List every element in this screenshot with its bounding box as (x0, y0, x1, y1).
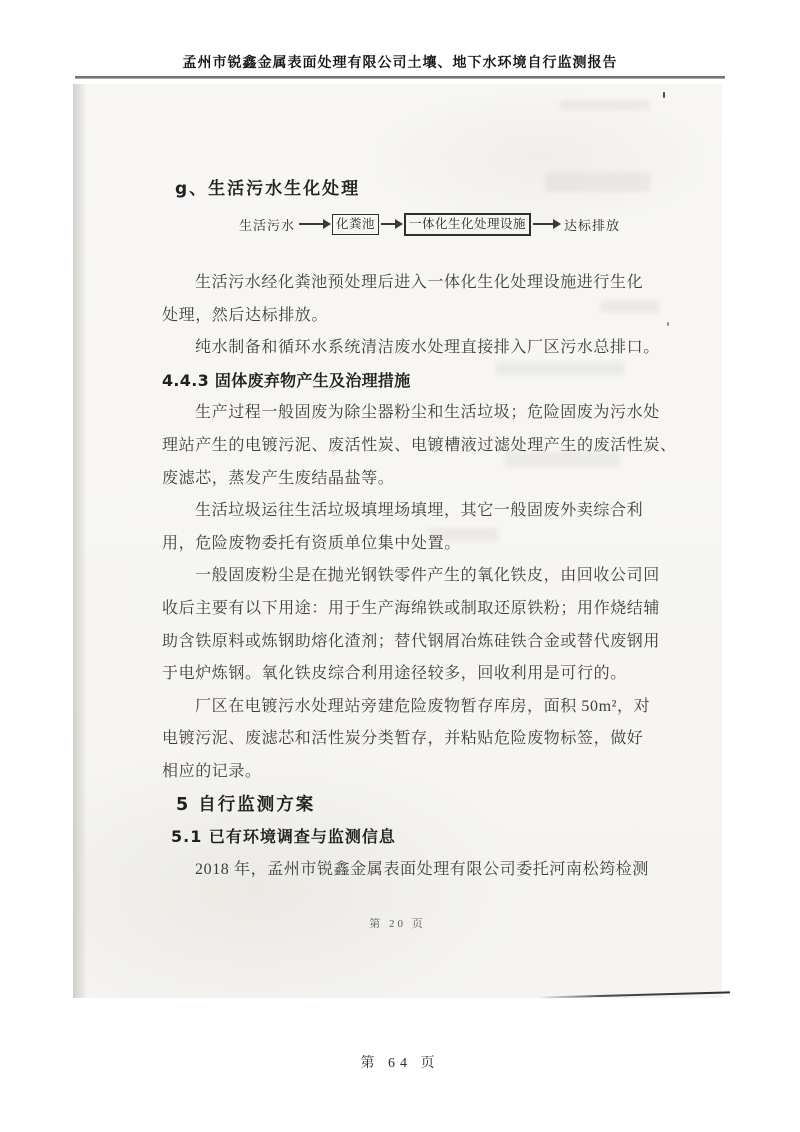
flow-result-label: 达标排放 (564, 217, 621, 233)
paragraph-line: 理站产生的电镀污泥、废活性炭、电镀槽液过滤处理产生的废活性炭、 (162, 436, 677, 454)
scan-bleedthrough-artifact (560, 100, 650, 110)
paragraph-line: 于电炉炼钢。氧化铁皮综合利用途径较多，回收利用是可行的。 (162, 665, 627, 683)
body-text-column (162, 273, 677, 892)
paragraph-line: 废滤芯，蒸发产生废结晶盐等。 (162, 469, 395, 487)
scan-ink-speck (663, 92, 665, 98)
paragraph-line: 一般固废粉尘是在抛光钢铁零件产生的氧化铁皮，由回收公司回 (195, 567, 660, 585)
paragraph-line: 生活垃圾运往生活垃圾填埋场填埋，其它一般固废外卖综合利 (195, 502, 644, 520)
paragraph-line: 用，危险废物委托有资质单位集中处置。 (162, 534, 461, 552)
paragraph-line: 相应的记录。 (162, 762, 262, 780)
flow-source-label: 生活污水 (239, 217, 296, 233)
flow-arrow-icon (533, 223, 553, 225)
paragraph-line: 助含铁原料或炼钢助熔化渣剂；替代钢屑冶炼硅铁合金或替代废钢用 (162, 632, 661, 650)
paragraph-line: 电镀污泥、废滤芯和活性炭分类暂存，并粘贴危险废物标签，做好 (162, 730, 644, 748)
flow-diagram (237, 210, 622, 238)
section-heading-4-4-3: 4.4.3 固体废弃物产生及治理措施 (162, 370, 411, 390)
outer-page-number: 第 64 页 (360, 1056, 440, 1071)
scan-page-number: 第 20 页 (369, 918, 426, 930)
paragraph-line: 2018 年，孟州市锐鑫金属表面处理有限公司委托河南松筠检测 (195, 860, 650, 878)
paragraph-line: 收后主要有以下用途：用于生产海绵铁或制取还原铁粉；用作烧结辅 (162, 599, 661, 617)
flow-arrow-icon (299, 223, 323, 225)
scan-left-shadow (73, 84, 87, 998)
paragraph-line: 处理，然后达标排放。 (162, 306, 329, 324)
paragraph-line: 生活污水经化粪池预处理后进入一体化生化处理设施进行生化 (195, 274, 644, 291)
scan-ink-speck (667, 322, 669, 326)
scan-bleedthrough-artifact (545, 172, 650, 192)
flow-box-bio-treatment: 一体化生化处理设施 (404, 213, 531, 236)
paragraph-line: 厂区在电镀污水处理站旁建危险废物暂存库房，面积 50m²，对 (195, 697, 651, 715)
paragraph-line: 生产过程一般固废为除尘器粉尘和生活垃圾；危险固废为污水处 (195, 404, 660, 422)
section-heading-5-1: 5.1 已有环境调查与监测信息 (171, 827, 396, 847)
section-heading-5: 5 自行监测方案 (176, 794, 316, 815)
section-heading-g: g、生活污水生化处理 (175, 179, 361, 199)
paragraph-line: 纯水制备和循环水系统清洁废水处理直接排入厂区污水总排口。 (195, 339, 660, 357)
report-header-title: 孟州市锐鑫金属表面处理有限公司土壤、地下水环境自行监测报告 (182, 55, 618, 71)
header-rule (75, 76, 725, 79)
scan-bottom-edge-line (538, 991, 730, 998)
scanned-page (73, 84, 722, 998)
flow-arrow-icon (381, 223, 395, 225)
flow-box-septic-tank: 化粪池 (332, 214, 379, 235)
